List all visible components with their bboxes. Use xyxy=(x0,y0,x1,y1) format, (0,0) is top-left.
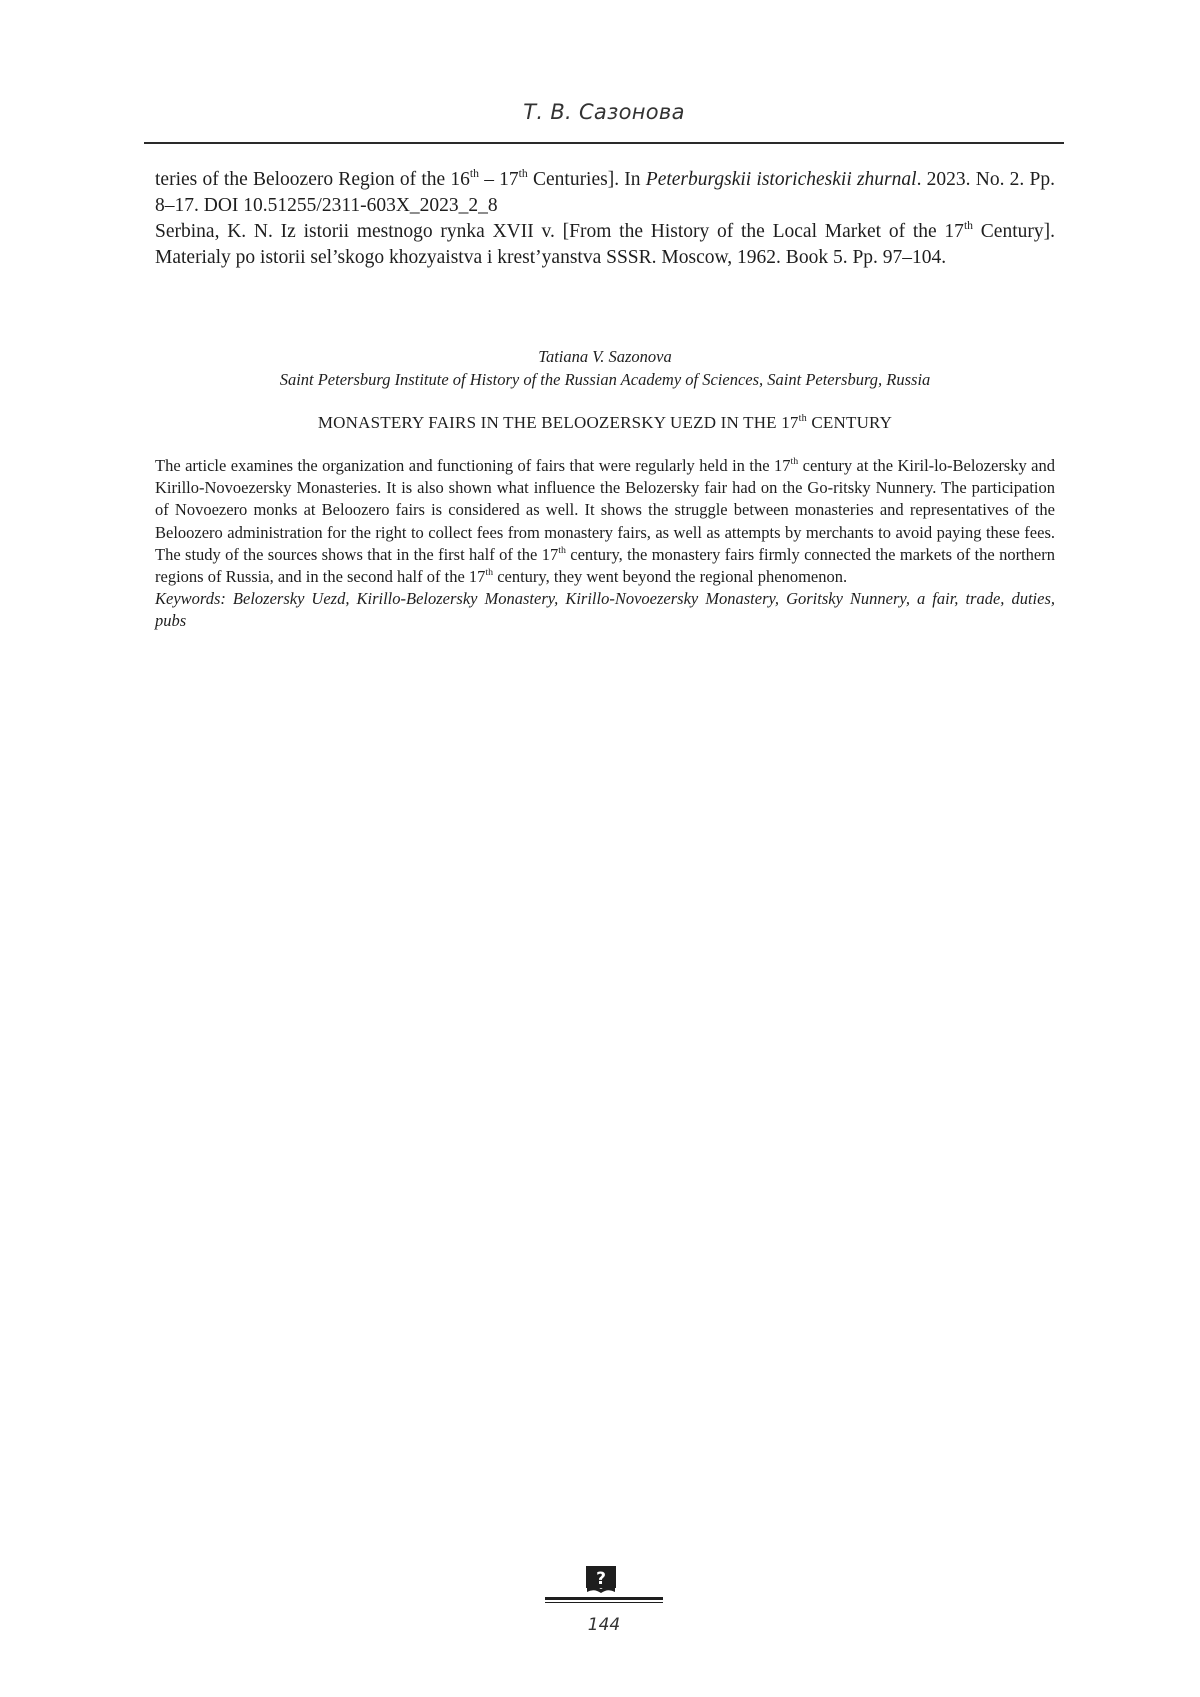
reference-item xyxy=(155,167,1055,219)
superscript: th xyxy=(558,544,566,556)
abstract-paragraph xyxy=(155,455,1055,588)
journal-title: Peterburgskii istoricheskii zhurnal xyxy=(645,169,917,190)
abstract-text: The article examines the organization and functioning of fairs that were regularly held in the 17 xyxy=(155,456,791,475)
reference-text: Serbina, K. N. Iz istorii mestnogo rynka XVII v. [From the History of the Local Market of the 17 xyxy=(155,221,964,242)
article-title xyxy=(155,413,1055,433)
running-head: Т. В. Сазонова xyxy=(523,100,685,124)
footer-rule-thin xyxy=(545,1602,663,1603)
superscript: th xyxy=(790,456,799,468)
abstract-text: century at the Kiril-lo-Belozersky and Kirillo-Novoezersky Monasteries. It is also shown what influence the Belozersky fair had on the Go-ritsky Nunnery. The participation of Novoezero monks at Beloozero fairs is considered as well. It shows the struggle between monasteries and representatives of the Beloozero administration for the right to collect fees from monastery fairs, as well as attempts by merchants to avoid paying these fees. The study of the sources shows that in the first half of the 17 xyxy=(155,456,1056,564)
reference-text: Centuries]. In xyxy=(527,169,646,190)
keywords: Keywords: Belozersky Uezd, Kirillo-Belozersky Monastery, Kirillo-Novoezersky Monastery, Goritsky Nunnery, a fair, trade, duties, pubs xyxy=(155,589,1055,631)
reference-item xyxy=(155,219,1055,271)
superscript: th xyxy=(469,166,479,180)
reference-text: teries of the Beloozero Region of the 16 xyxy=(155,169,470,190)
author-affiliation: Saint Petersburg Institute of History of the Russian Academy of Sciences, Saint Petersburg, Russia xyxy=(279,370,931,389)
superscript: th xyxy=(518,166,528,180)
title-text: MONASTERY FAIRS IN THE BELOOZERSKY UEZD IN THE 17 xyxy=(317,413,799,432)
reference-text: Century]. Materialy po istorii sel’skogo khozyaistva i krest’yanstva SSSR. Moscow, 1962. Book 5. Pp. 97–104. xyxy=(155,221,1055,268)
book-question-icon xyxy=(586,1566,616,1594)
references-section xyxy=(155,167,1055,271)
superscript: th xyxy=(485,567,494,579)
page-number: 144 xyxy=(587,1615,621,1635)
reference-text: – 17 xyxy=(478,169,519,190)
abstract-text: century, the monastery fairs firmly connected the markets of the northern regions of Russia, and in the second half of the 17 xyxy=(155,544,1056,587)
title-text: CENTURY xyxy=(806,413,893,432)
author-name: Tatiana V. Sazonova xyxy=(538,347,672,366)
superscript: th xyxy=(963,218,974,232)
header-rule xyxy=(144,142,1064,144)
abstract xyxy=(155,455,1055,633)
footer-rule xyxy=(545,1597,663,1600)
question-mark-glyph: ? xyxy=(596,1569,606,1589)
abstract-text: century, they went beyond the regional phenomenon. xyxy=(493,567,848,587)
reference-text: . 2023. No. 2. Pp. 8–17. DOI 10.51255/2311-603X_2023_2_8 xyxy=(155,169,1055,216)
author-block xyxy=(155,345,1055,391)
superscript: th xyxy=(798,412,807,424)
